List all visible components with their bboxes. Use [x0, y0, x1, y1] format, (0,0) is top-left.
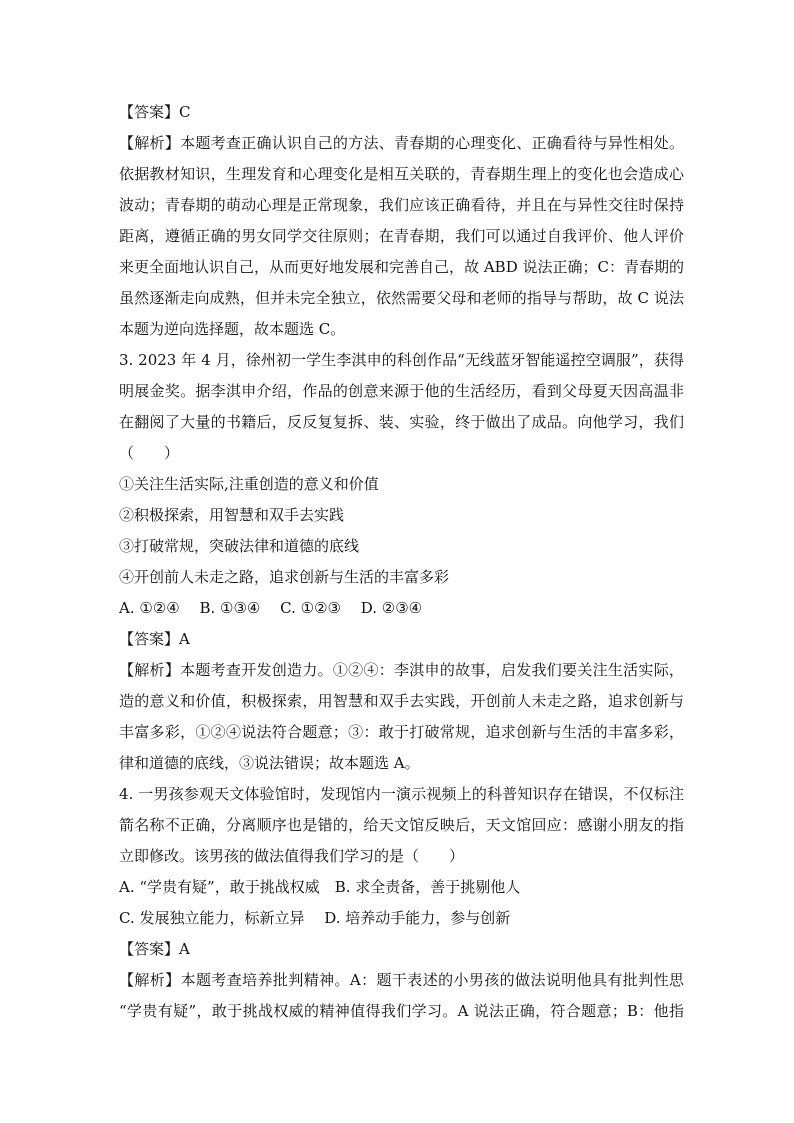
question-bracket: （ ）	[119, 444, 180, 462]
option-item: ②积极探索，用智慧和双手去实践	[119, 506, 345, 524]
question-line: 立即修改。该男孩的做法值得我们学习的是（ ）	[119, 847, 465, 865]
analysis-line: 本题为逆向选择题，故本题选 C。	[119, 320, 346, 338]
question-line: 3. 2023 年 4 月，徐州初一学生李淇申的科创作品“无线蓝牙智能遥控空调服”，获得	[119, 351, 684, 369]
question-line: 4. 一男孩参观天文体验馆时，发现馆内一演示视频上的科普知识存在错误，不仅标注	[119, 785, 684, 803]
answer-line: 【答案】A	[119, 630, 190, 648]
analysis-line: 依据教材知识，生理发育和心理变化是相互关联的，青春期生理上的变化也会造成心	[119, 165, 684, 183]
choice-line: C. 发展独立能力，标新立异 D. 培养动手能力，参与创新	[119, 909, 511, 927]
question-line: 在翻阅了大量的书籍后，反反复复拆、装、实验，终于做出了成品。向他学习，我们	[119, 413, 684, 431]
answer-line: 【答案】C	[119, 103, 191, 121]
analysis-line: 【解析】本题考查培养批判精神。A：题干表述的小男孩的做法说明他具有批判性思	[119, 971, 684, 989]
choice-line: A. “学贵有疑”，敢于挑战权威 B. 求全责备，善于挑剔他人	[119, 878, 521, 896]
question-line: 明展金奖。据李淇申介绍，作品的创意来源于他的生活经历，看到父母夏天因高温非	[119, 382, 684, 400]
question-line: 箭名称不正确，分离顺序也是错的，给天文馆反映后，天文馆回应：感谢小朋友的指	[119, 816, 684, 834]
analysis-line: 丰富多彩，①②④说法符合题意；③：敢于打破常规，追求创新与生活的丰富多彩，	[119, 723, 684, 741]
analysis-line: 造的意义和价值，积极探索，用智慧和双手去实践，开创前人未走之路，追求创新与	[119, 692, 684, 710]
analysis-line: 【解析】本题考查开发创造力。①②④：李淇申的故事，启发我们要关注生活实际，	[119, 661, 684, 679]
analysis-line: 虽然逐渐走向成熟，但并未完全独立，依然需要父母和老师的指导与帮助，故 C 说法	[119, 289, 684, 307]
analysis-line: “学贵有疑”，敢于挑战权威的精神值得我们学习。A 说法正确，符合题意；B：他指	[119, 1002, 684, 1020]
option-item: ④开创前人未走之路，追求创新与生活的丰富多彩	[119, 568, 450, 586]
analysis-line: 距离，遵循正确的男女同学交往原则；在青春期，我们可以通过自我评价、他人评价	[119, 227, 684, 245]
option-item: ③打破常规，突破法律和道德的底线	[119, 537, 360, 555]
choice-line: A. ①②④ B. ①③④ C. ①②③ D. ②③④	[119, 599, 423, 617]
analysis-line: 来更全面地认识自己，从而更好地发展和完善自己，故 ABD 说法正确；C：青春期的	[119, 258, 684, 276]
analysis-line: 律和道德的底线，③说法错误；故本题选 A。	[119, 754, 420, 772]
analysis-line: 【解析】本题考查正确认识自己的方法、青春期的心理变化、正确看待与异性相处。	[119, 134, 684, 152]
answer-line: 【答案】A	[119, 940, 190, 958]
option-item: ①关注生活实际,注重创造的意义和价值	[119, 475, 379, 493]
analysis-line: 波动；青春期的萌动心理是正常现象，我们应该正确看待，并且在与异性交往时保持	[119, 196, 684, 214]
